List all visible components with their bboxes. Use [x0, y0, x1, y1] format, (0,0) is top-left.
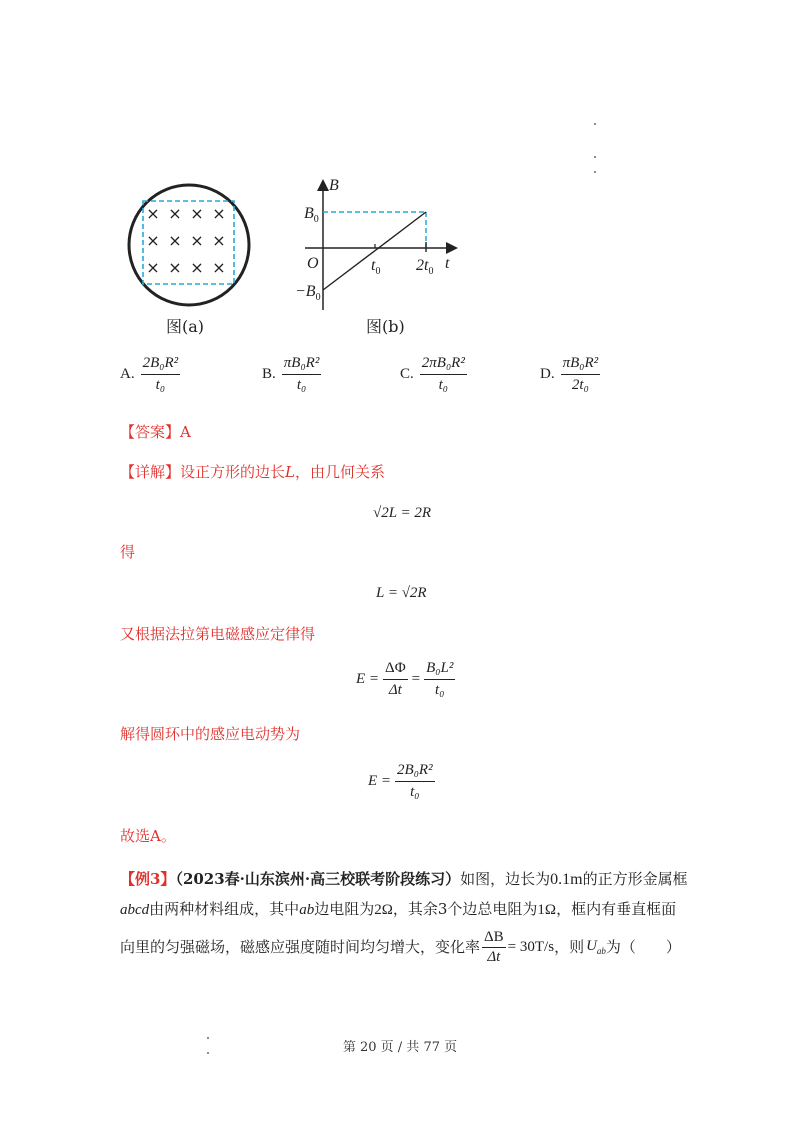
answer-line: 【答案】A — [120, 423, 191, 441]
cross-mark: × — [146, 258, 160, 277]
option-fraction — [282, 355, 322, 394]
option-fraction — [141, 355, 181, 394]
decor-dot — [594, 171, 596, 173]
figure-b — [285, 172, 465, 317]
option-a[interactable] — [120, 355, 180, 394]
option-fraction — [420, 355, 467, 394]
example3-text: ，其余3个边总电阻为 — [392, 900, 538, 918]
faraday-line: 又根据法拉第电磁感应定律得 — [120, 625, 316, 643]
cross-mark: × — [168, 258, 182, 277]
example3-line1 — [120, 872, 688, 888]
example3-rate-num: ΔB — [482, 930, 506, 948]
eq4-fraction — [395, 762, 435, 801]
axis-label-t: t — [445, 255, 450, 272]
label-b0: $B_0$ — [304, 205, 319, 225]
option-letter: C. — [400, 366, 414, 382]
example3-line2 — [120, 902, 676, 918]
eq3-lhs: E = — [356, 671, 380, 687]
de-line: 得 — [120, 543, 136, 561]
example3-uab — [586, 939, 606, 956]
cross-mark: × — [190, 258, 204, 277]
cross-mark: × — [146, 204, 160, 223]
example3-text: ，则 — [554, 938, 585, 956]
figure-a-caption: 图(a) — [166, 317, 205, 336]
detail-intro-text: 【详解】设正方形的边长 — [120, 463, 286, 481]
page-footer: 第 20 页 / 共 77 页 — [342, 1040, 458, 1055]
option-numerator: 2B₀R² — [141, 355, 181, 375]
example3-rate-den: Δt — [487, 949, 501, 965]
option-denominator: t₀ — [438, 377, 448, 393]
example3-rate-fraction — [482, 930, 506, 965]
equation-4 — [368, 762, 435, 801]
example3-r2: 1Ω — [537, 902, 557, 918]
eq3-fraction-2 — [424, 660, 455, 699]
label-neg-b0: $-B_0$ — [295, 283, 321, 303]
label-t0: $t_0$ — [371, 257, 381, 277]
option-letter: A. — [120, 366, 135, 382]
solve-line: 解得圆环中的感应电动势为 — [120, 725, 301, 743]
detail-intro — [120, 465, 385, 480]
example3-side-length: 0.1m — [550, 871, 583, 888]
conclusion-line: 故选A。 — [120, 827, 176, 845]
option-letter: D. — [540, 366, 555, 382]
cross-mark: × — [212, 204, 226, 223]
example3-source: （2023春·山东滨州·高三校联考阶段练习） — [175, 870, 461, 888]
figure-a — [120, 180, 260, 310]
eq4-den: t₀ — [410, 784, 420, 800]
cross-mark: × — [212, 258, 226, 277]
cross-mark: × — [168, 231, 182, 250]
figure-b-caption: 图(b) — [366, 317, 405, 336]
example3-r1: 2Ω — [374, 902, 393, 918]
eq3-frac2-den: t₀ — [435, 682, 445, 698]
cross-mark: × — [190, 231, 204, 250]
eq3-frac2-num: B₀L² — [424, 660, 455, 680]
example3-u: U — [586, 938, 597, 954]
figure-a-crosses — [146, 204, 225, 277]
decor-dot — [594, 123, 596, 125]
equation-2: L = √2R — [376, 585, 427, 601]
eq3-frac1-num: ΔΦ — [383, 660, 408, 680]
eq3-fraction-1 — [383, 660, 408, 699]
eq3-frac1-den: Δt — [388, 682, 402, 698]
option-numerator: πB₀R² — [282, 355, 322, 375]
equation-1: √2L = 2R — [373, 505, 432, 521]
detail-intro-rest: ，由几何关系 — [294, 463, 385, 481]
cross-mark: × — [190, 204, 204, 223]
option-fraction — [561, 355, 601, 394]
cross-mark: × — [168, 204, 182, 223]
b-t-line — [323, 212, 426, 290]
example3-text: 由两种材料组成，其中 — [149, 900, 300, 918]
example3-text: 边电阻为 — [314, 900, 375, 918]
example3-line3 — [120, 930, 681, 965]
example3-u-sub: ab — [596, 946, 606, 956]
option-denominator: t₀ — [296, 377, 307, 393]
example3-frame-name: abcd — [120, 902, 150, 918]
example3-text: 向里的匀强磁场，磁感应强度随时间均匀增大，变化率 — [120, 938, 481, 956]
example3-tag: 【例3】 — [120, 870, 176, 888]
example3-text: 如图，边长为 — [460, 870, 551, 888]
axis-label-b: B — [329, 177, 339, 194]
option-letter: B. — [262, 366, 276, 382]
cross-mark: × — [212, 231, 226, 250]
option-numerator: πB₀R² — [561, 355, 601, 375]
option-d[interactable] — [540, 355, 600, 394]
option-denominator: t₀ — [155, 377, 166, 393]
eq3-equals: = — [411, 671, 421, 687]
decor-dot — [594, 156, 596, 158]
example3-text: ，框内有垂直框面 — [556, 900, 677, 918]
eq4-lhs: E = — [368, 773, 392, 789]
example3-text: 为（ ） — [605, 938, 681, 956]
option-numerator: 2πB₀R² — [420, 355, 467, 375]
origin-label: O — [307, 255, 319, 272]
option-b[interactable] — [262, 355, 321, 394]
eq4-num: 2B₀R² — [395, 762, 435, 782]
example3-text: 的正方形金属框 — [582, 870, 688, 888]
detail-intro-var: L — [285, 463, 295, 481]
option-denominator: 2t₀ — [571, 377, 589, 393]
cross-mark: × — [146, 231, 160, 250]
option-c[interactable] — [400, 355, 467, 394]
example3-ab: ab — [299, 902, 315, 918]
equation-3 — [356, 660, 455, 699]
label-2t0: $2t_0$ — [416, 257, 434, 277]
example3-rate-value: = 30T/s — [507, 939, 555, 955]
